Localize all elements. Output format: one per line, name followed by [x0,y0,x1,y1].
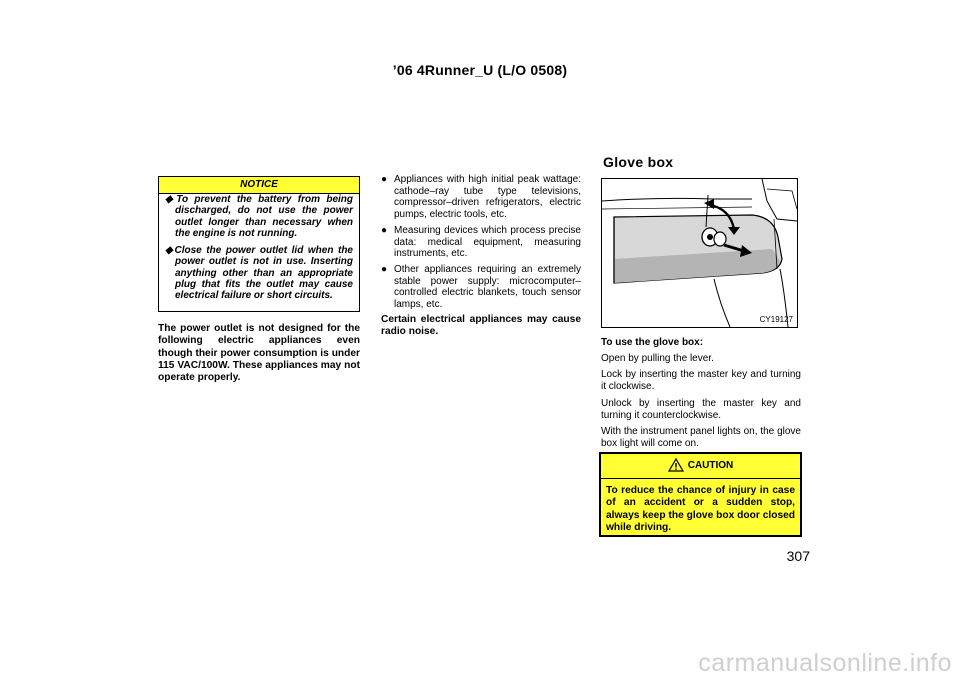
notice-heading: NOTICE [159,177,359,194]
bullet-dot-icon: ● [381,224,388,236]
notice-box [158,176,360,312]
appliance-list [381,174,581,315]
notice-item: ◆Close the power outlet lid when the power outlet is not in use. Inserting anything other than an appropriate plug that fits the outlet may cause electrical failure or short circuits. [165,245,353,302]
list-item: ● Appliances with high initial peak wattage: cathode–ray tube type televisions, compressor–driven refrigerators, electric pumps, electric tools, etc. [381,174,581,221]
caution-text: To reduce the chance of injury in case of an accident or a sudden stop, always keep the glove box door closed while driving. [606,485,795,533]
page-number: 307 [786,548,810,564]
glove-box-illustration [601,178,798,328]
instructions-subheading: To use the glove box: [601,337,704,348]
instruction-paragraph: Lock by inserting the master key and turning it clockwise. [601,369,801,393]
list-item: ● Measuring devices which process precise data: medical equipment, measuring instruments, etc. [381,224,581,260]
diamond-bullet-icon: ◆ [165,245,175,257]
bullet-dot-icon: ● [381,263,388,275]
notice-item: ◆To prevent the battery from being discharged, do not use the power outlet longer than necessary when the engine is not running. [165,194,353,239]
section-title: Glove box [603,154,674,170]
warning-triangle-icon [668,458,684,472]
instruction-paragraph: Open by pulling the lever. [601,352,714,364]
glove-box-instructions [601,337,801,455]
radio-noise-paragraph: Certain electrical appliances may cause radio noise. [381,314,581,338]
instruction-paragraph: With the instrument panel lights on, the glove box light will come on. [601,426,801,449]
outlet-limitations-paragraph: The power outlet is not designed for the following electric appliances even though their power consumption is under 115 VAC/100W. These appliances may not operate properly. [158,323,360,384]
caution-heading-row [601,454,800,479]
caution-box [599,452,802,537]
list-item: ● Other appliances requiring an extremely stable power supply: microcomputer–controlled electric blankets, touch sensor lamps, etc. [381,263,581,311]
instruction-paragraph: Unlock by inserting the master key and turning it counterclockwise. [601,397,801,421]
glove-box-drawing [602,179,797,327]
diamond-bullet-icon: ◆ [165,194,177,205]
bullet-dot-icon: ● [381,174,388,185]
document-header: ’06 4Runner_U (L/O 0508) [392,62,568,78]
watermark: carmanualsonline.info [698,649,952,677]
figure-code: CY19127 [759,315,793,324]
caution-heading: CAUTION [687,460,734,471]
